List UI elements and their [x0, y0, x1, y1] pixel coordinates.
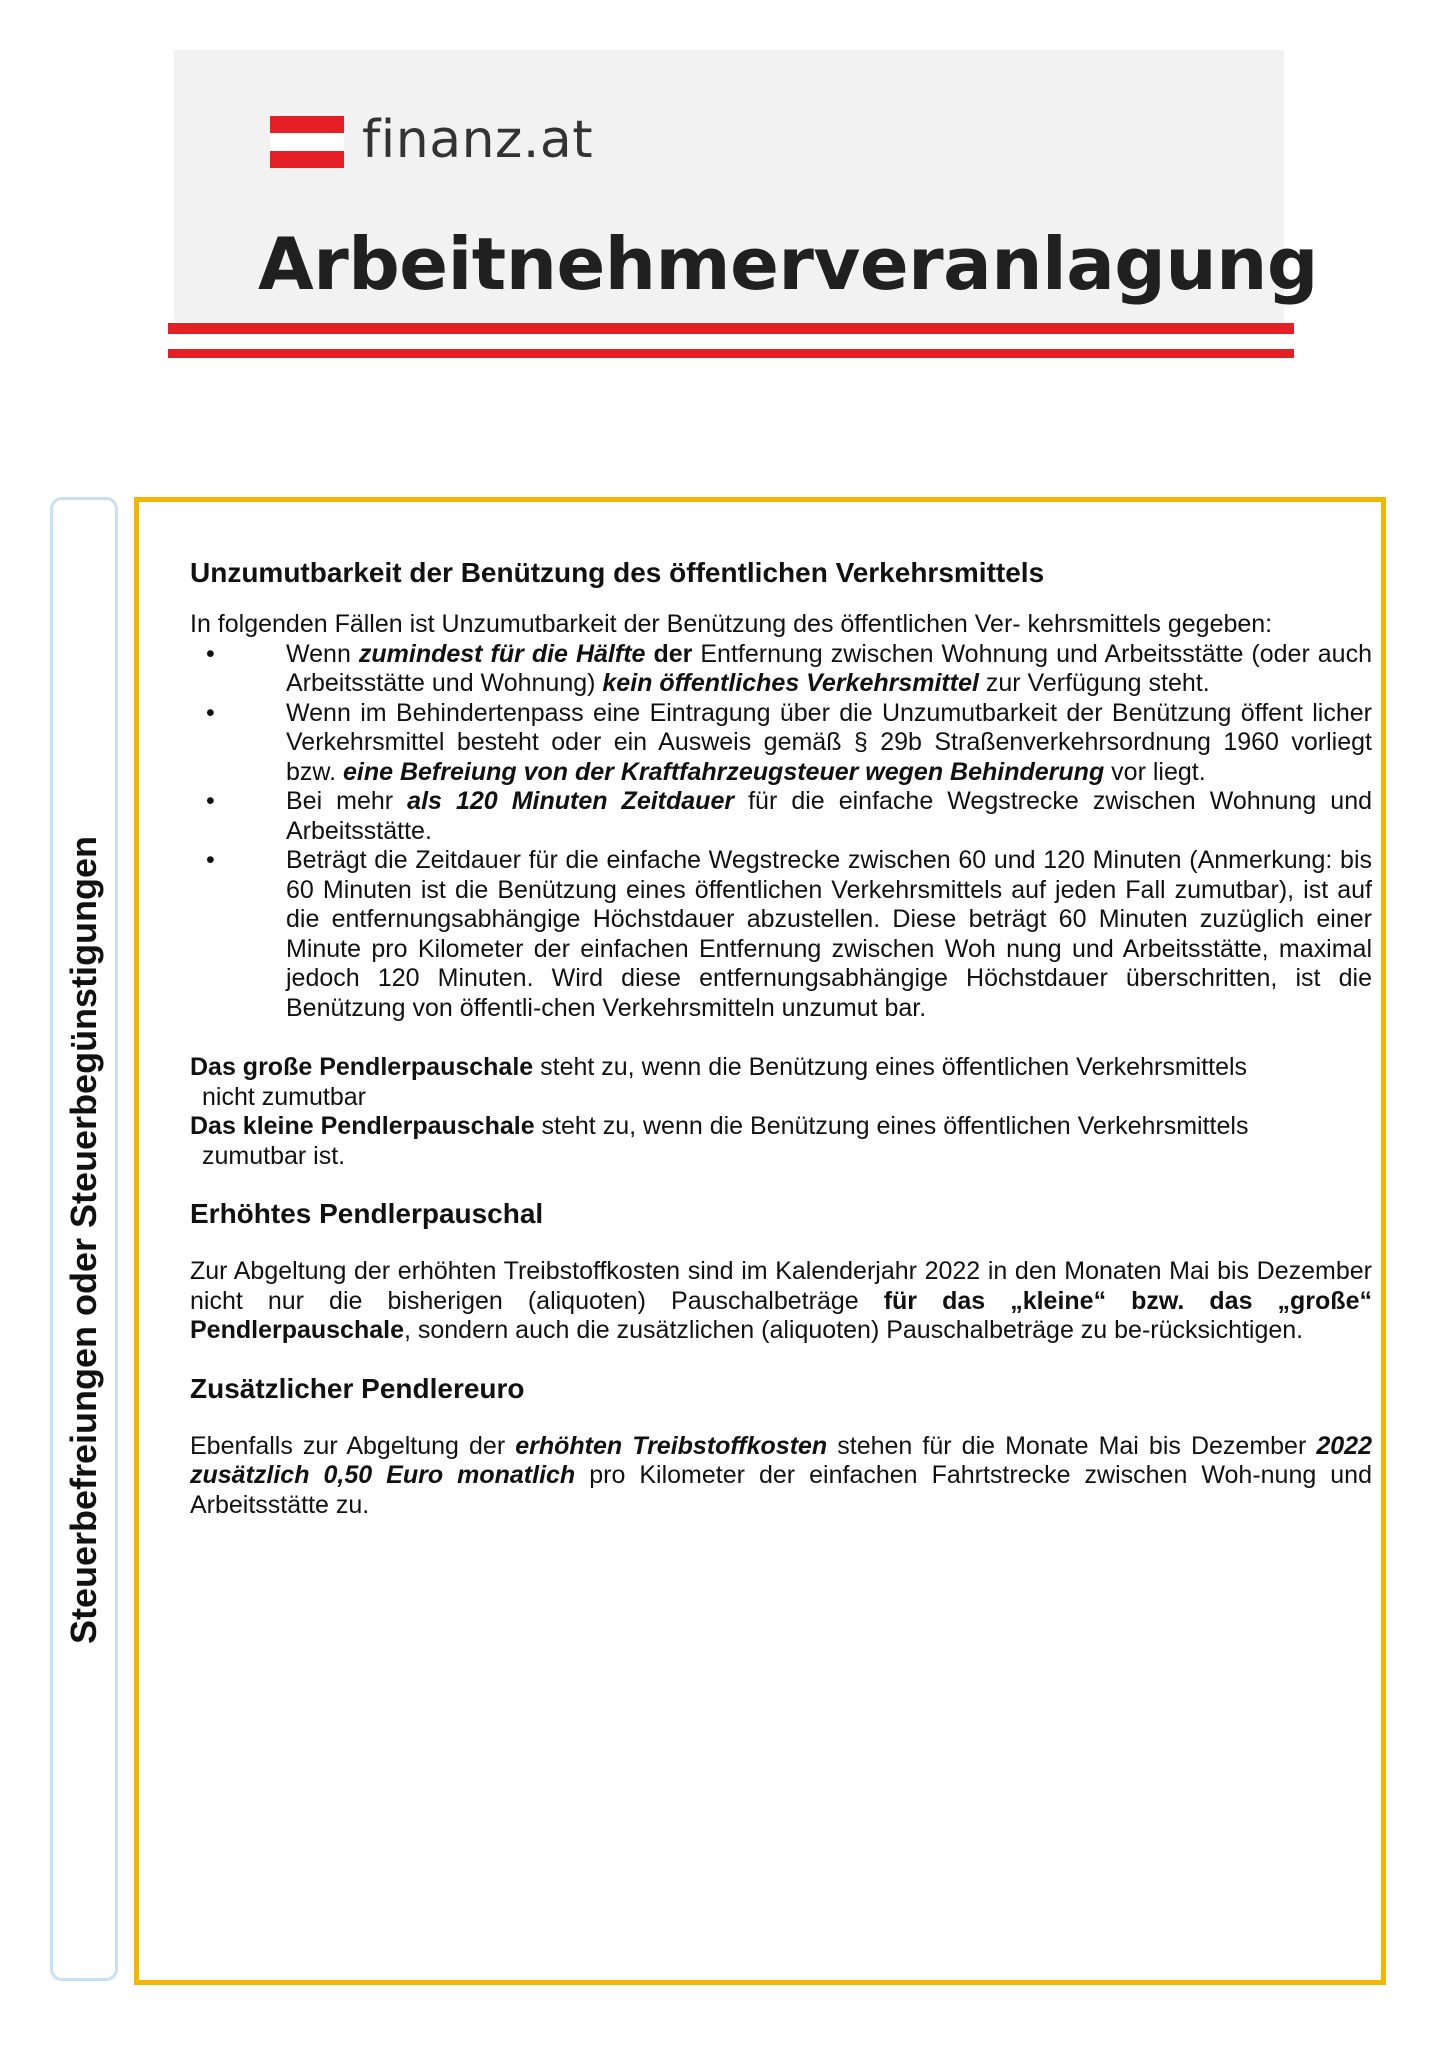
small-pendlerpauschale-text-cont: zumutbar ist.	[202, 1141, 346, 1170]
pendlereuro-paragraph: Ebenfalls zur Abgeltung der erhöhten Treibstoffkosten stehen für die Monate Mai bis Dezember 2022 zusätzlich 0,50 Euro monatlich pro Kilometer der einfachen Fahrtstrecke zwischen Woh-nung und Arbeitsstätte zu.	[190, 1431, 1372, 1519]
content-body	[190, 556, 1372, 1520]
list-item: • Wenn zumindest für die Hälfte der Entfernung zwischen Wohnung und Arbeitsstätte (oder auch Arbeitsstätte und Wohnung) kein öffentliches Verkehrsmittel zur Verfügung steht.	[206, 639, 1372, 697]
bullet-icon: •	[206, 698, 215, 727]
list-item: • Bei mehr als 120 Minuten Zeitdauer für die einfache Wegstrecke zwischen Wohnung und Arbeitsstätte.	[206, 787, 1373, 845]
section-heading-unzumutbarkeit: Unzumutbarkeit der Benützung des öffentlichen Verkehrsmittels	[190, 557, 1045, 588]
bullet-icon: •	[206, 846, 215, 874]
red-divider-bottom	[168, 349, 1294, 358]
erhoehtes-paragraph: Zur Abgeltung der erhöhten Treibstoffkosten sind im Kalenderjahr 2022 in den Monaten Mai bis Dezember nicht nur die bisherigen (aliquoten) Pauschalbeträge für das „kleine“ bzw. das „große“ Pendlerpauschale, sondern auch die zusätzlichen (aliquoten) Pauschalbeträge zu be-rücksichtigen.	[190, 1257, 1372, 1344]
big-pendlerpauschale-text-cont: nicht zumutbar	[202, 1082, 366, 1111]
austria-flag-logo	[270, 116, 344, 168]
intro-text: In folgenden Fällen ist Unzumutbarkeit der Benützung des öffentlichen Ver- kehrsmittels gegeben:	[190, 610, 1273, 638]
bullet-icon: •	[206, 787, 215, 815]
small-pendlerpauschale-text: Das kleine Pendlerpauschale steht zu, wenn die Benützung eines öffentlichen Verkehrsmittels	[190, 1112, 1249, 1140]
list-item: • Wenn im Behindertenpass eine Eintragung über die Unzumutbarkeit der Benützung öffent licher Verkehrsmittel besteht oder ein Ausweis gemäß § 29b Straßenverkehrsordnung 1960 vorliegt bzw. eine Befreiung von der Kraftfahrzeugsteuer wegen Behinderung vor liegt.	[206, 698, 1372, 786]
brand-name: finanz.at	[362, 110, 594, 170]
side-tab-label: Steuerbefreiungen oder Steuerbegünstigungen	[63, 835, 104, 1645]
section-heading-pendlereuro: Zusätzlicher Pendlereuro	[190, 1372, 525, 1404]
big-pendlerpauschale-text: Das große Pendlerpauschale steht zu, wenn die Benützung eines öffentlichen Verkehrsmittels	[190, 1053, 1248, 1081]
list-item: • Beträgt die Zeitdauer für die einfache Wegstrecke zwischen 60 und 120 Minuten (Anmerkung: bis 60 Minuten ist die Benützung eines öffentlichen Verkehrsmittels auf jeden Fall zumutbar), ist auf die entfernungsabhängige Höchstdauer abzustellen. Diese beträgt 60 Minuten zuzüglich einer Minute pro Kilometer der einfachen Entfernung zwischen Woh nung und Arbeitsstätte, maximal jedoch 120 Minuten. Wird diese entfernungsabhängige Höchstdauer überschritten, ist die Benützung von öffentli-chen Verkehrsmitteln unzumut bar.	[206, 846, 1372, 1022]
red-divider-top	[168, 323, 1294, 334]
bullet-icon: •	[206, 639, 215, 668]
section-heading-erhoehtes: Erhöhtes Pendlerpauschal	[190, 1198, 544, 1229]
page-title: Arbeitnehmerveranlagung	[258, 222, 1318, 306]
conditions-list	[190, 640, 1372, 1024]
